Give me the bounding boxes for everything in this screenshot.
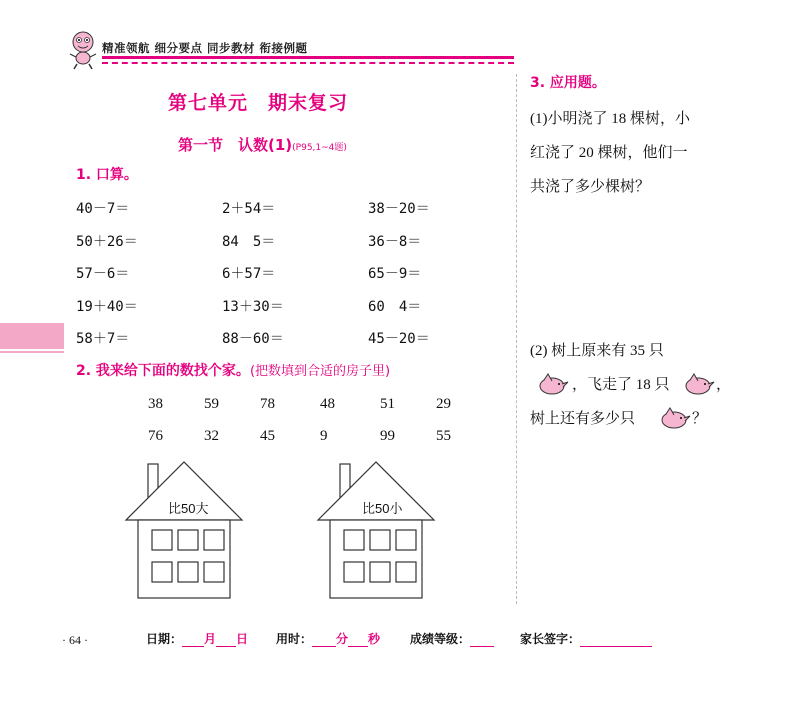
- header-rule: [102, 56, 514, 59]
- house-left-label: 比50大: [168, 501, 209, 516]
- section-title-text: 第一节 认数(1): [178, 136, 293, 154]
- page-edge-tab-line: [0, 351, 64, 353]
- number-item: 99: [380, 428, 395, 444]
- grade-label: 成绩等级：: [410, 632, 471, 646]
- second-blank[interactable]: [348, 634, 368, 647]
- number-item: 55: [436, 428, 451, 444]
- number-item: 38: [148, 396, 163, 412]
- calc-item: 58＋7＝: [76, 331, 130, 347]
- minute-blank[interactable]: [312, 634, 336, 647]
- section-ref: (P95,1~4题): [292, 143, 347, 153]
- month-label: 月: [204, 632, 217, 646]
- calc-item: 45－20＝: [368, 331, 430, 347]
- problem1-line: (1)小明浇了 18 棵树，小: [530, 111, 690, 127]
- footer-date: [146, 630, 248, 647]
- bird-icon: [656, 406, 692, 430]
- q1-title: 1. 口算。: [76, 167, 138, 183]
- calc-item: 65－9＝: [368, 266, 422, 282]
- sign-label: 家长签字：: [520, 632, 581, 646]
- calc-item: 88－60＝: [222, 331, 284, 347]
- calc-item: 6＋57＝: [222, 266, 276, 282]
- header-dashed-rule: [102, 62, 514, 64]
- problem2-punct: ？: [692, 411, 708, 427]
- number-item: 45: [260, 428, 275, 444]
- calc-item: 40－7＝: [76, 201, 130, 217]
- problem1-line: 共浇了多少棵树？: [530, 179, 651, 195]
- signature-blank[interactable]: [580, 634, 652, 647]
- house-greater-than-50: [124, 458, 244, 600]
- number-item: 59: [204, 396, 219, 412]
- mascot-logo: [66, 30, 100, 70]
- section-title: [178, 134, 347, 155]
- problem2-punct: ，: [716, 377, 732, 393]
- bird-icon: [680, 372, 716, 396]
- problem2-line: 树上还有多少只: [530, 411, 636, 427]
- footer-time: [276, 630, 380, 647]
- number-item: 29: [436, 396, 451, 412]
- calc-item: 19＋40＝: [76, 299, 138, 315]
- problem2-line: ，飞走了 18 只: [572, 377, 670, 393]
- calc-item: 60 4＝: [368, 299, 422, 315]
- number-item: 78: [260, 396, 275, 412]
- q3-title: 3. 应用题。: [530, 75, 606, 91]
- number-item: 48: [320, 396, 335, 412]
- calc-item: 57－6＝: [76, 266, 130, 282]
- problem2-line: (2) 树上原来有 35 只: [530, 343, 664, 359]
- second-label: 秒: [368, 632, 381, 646]
- house-right-label: 比50小: [362, 501, 403, 516]
- calc-item: 2＋54＝: [222, 201, 276, 217]
- calc-item: 50＋26＝: [76, 234, 138, 250]
- page-edge-tab: [0, 323, 64, 349]
- day-blank[interactable]: [216, 634, 236, 647]
- calc-item: 84 5＝: [222, 234, 276, 250]
- q2-title: [76, 360, 390, 380]
- bird-icon: [534, 372, 570, 396]
- column-divider: [516, 74, 517, 604]
- calc-item: 36－8＝: [368, 234, 422, 250]
- q2-hint: (把数填到合适的房子里): [249, 364, 391, 379]
- day-label: 日: [236, 632, 249, 646]
- number-item: 32: [204, 428, 219, 444]
- footer-signature: [520, 630, 652, 647]
- calc-item: 13＋30＝: [222, 299, 284, 315]
- problem1-line: 红浇了 20 棵树，他们一: [530, 145, 688, 161]
- page-number: · 64 ·: [62, 633, 88, 647]
- footer-grade: [410, 630, 494, 647]
- minute-label: 分: [336, 632, 349, 646]
- house-less-than-50: [316, 458, 436, 600]
- calc-item: 38－20＝: [368, 201, 430, 217]
- number-item: 76: [148, 428, 163, 444]
- month-blank[interactable]: [182, 634, 204, 647]
- number-item: 51: [380, 396, 395, 412]
- time-label: 用时：: [276, 632, 313, 646]
- date-label: 日期：: [146, 632, 183, 646]
- number-item: 9: [320, 428, 328, 444]
- unit-title: 第七单元 期末复习: [167, 92, 348, 114]
- q2-title-text: 2. 我来给下面的数找个家。: [76, 363, 250, 379]
- grade-blank[interactable]: [470, 634, 494, 647]
- header-tagline: 精准领航 细分要点 同步教材 衔接例题: [102, 41, 308, 55]
